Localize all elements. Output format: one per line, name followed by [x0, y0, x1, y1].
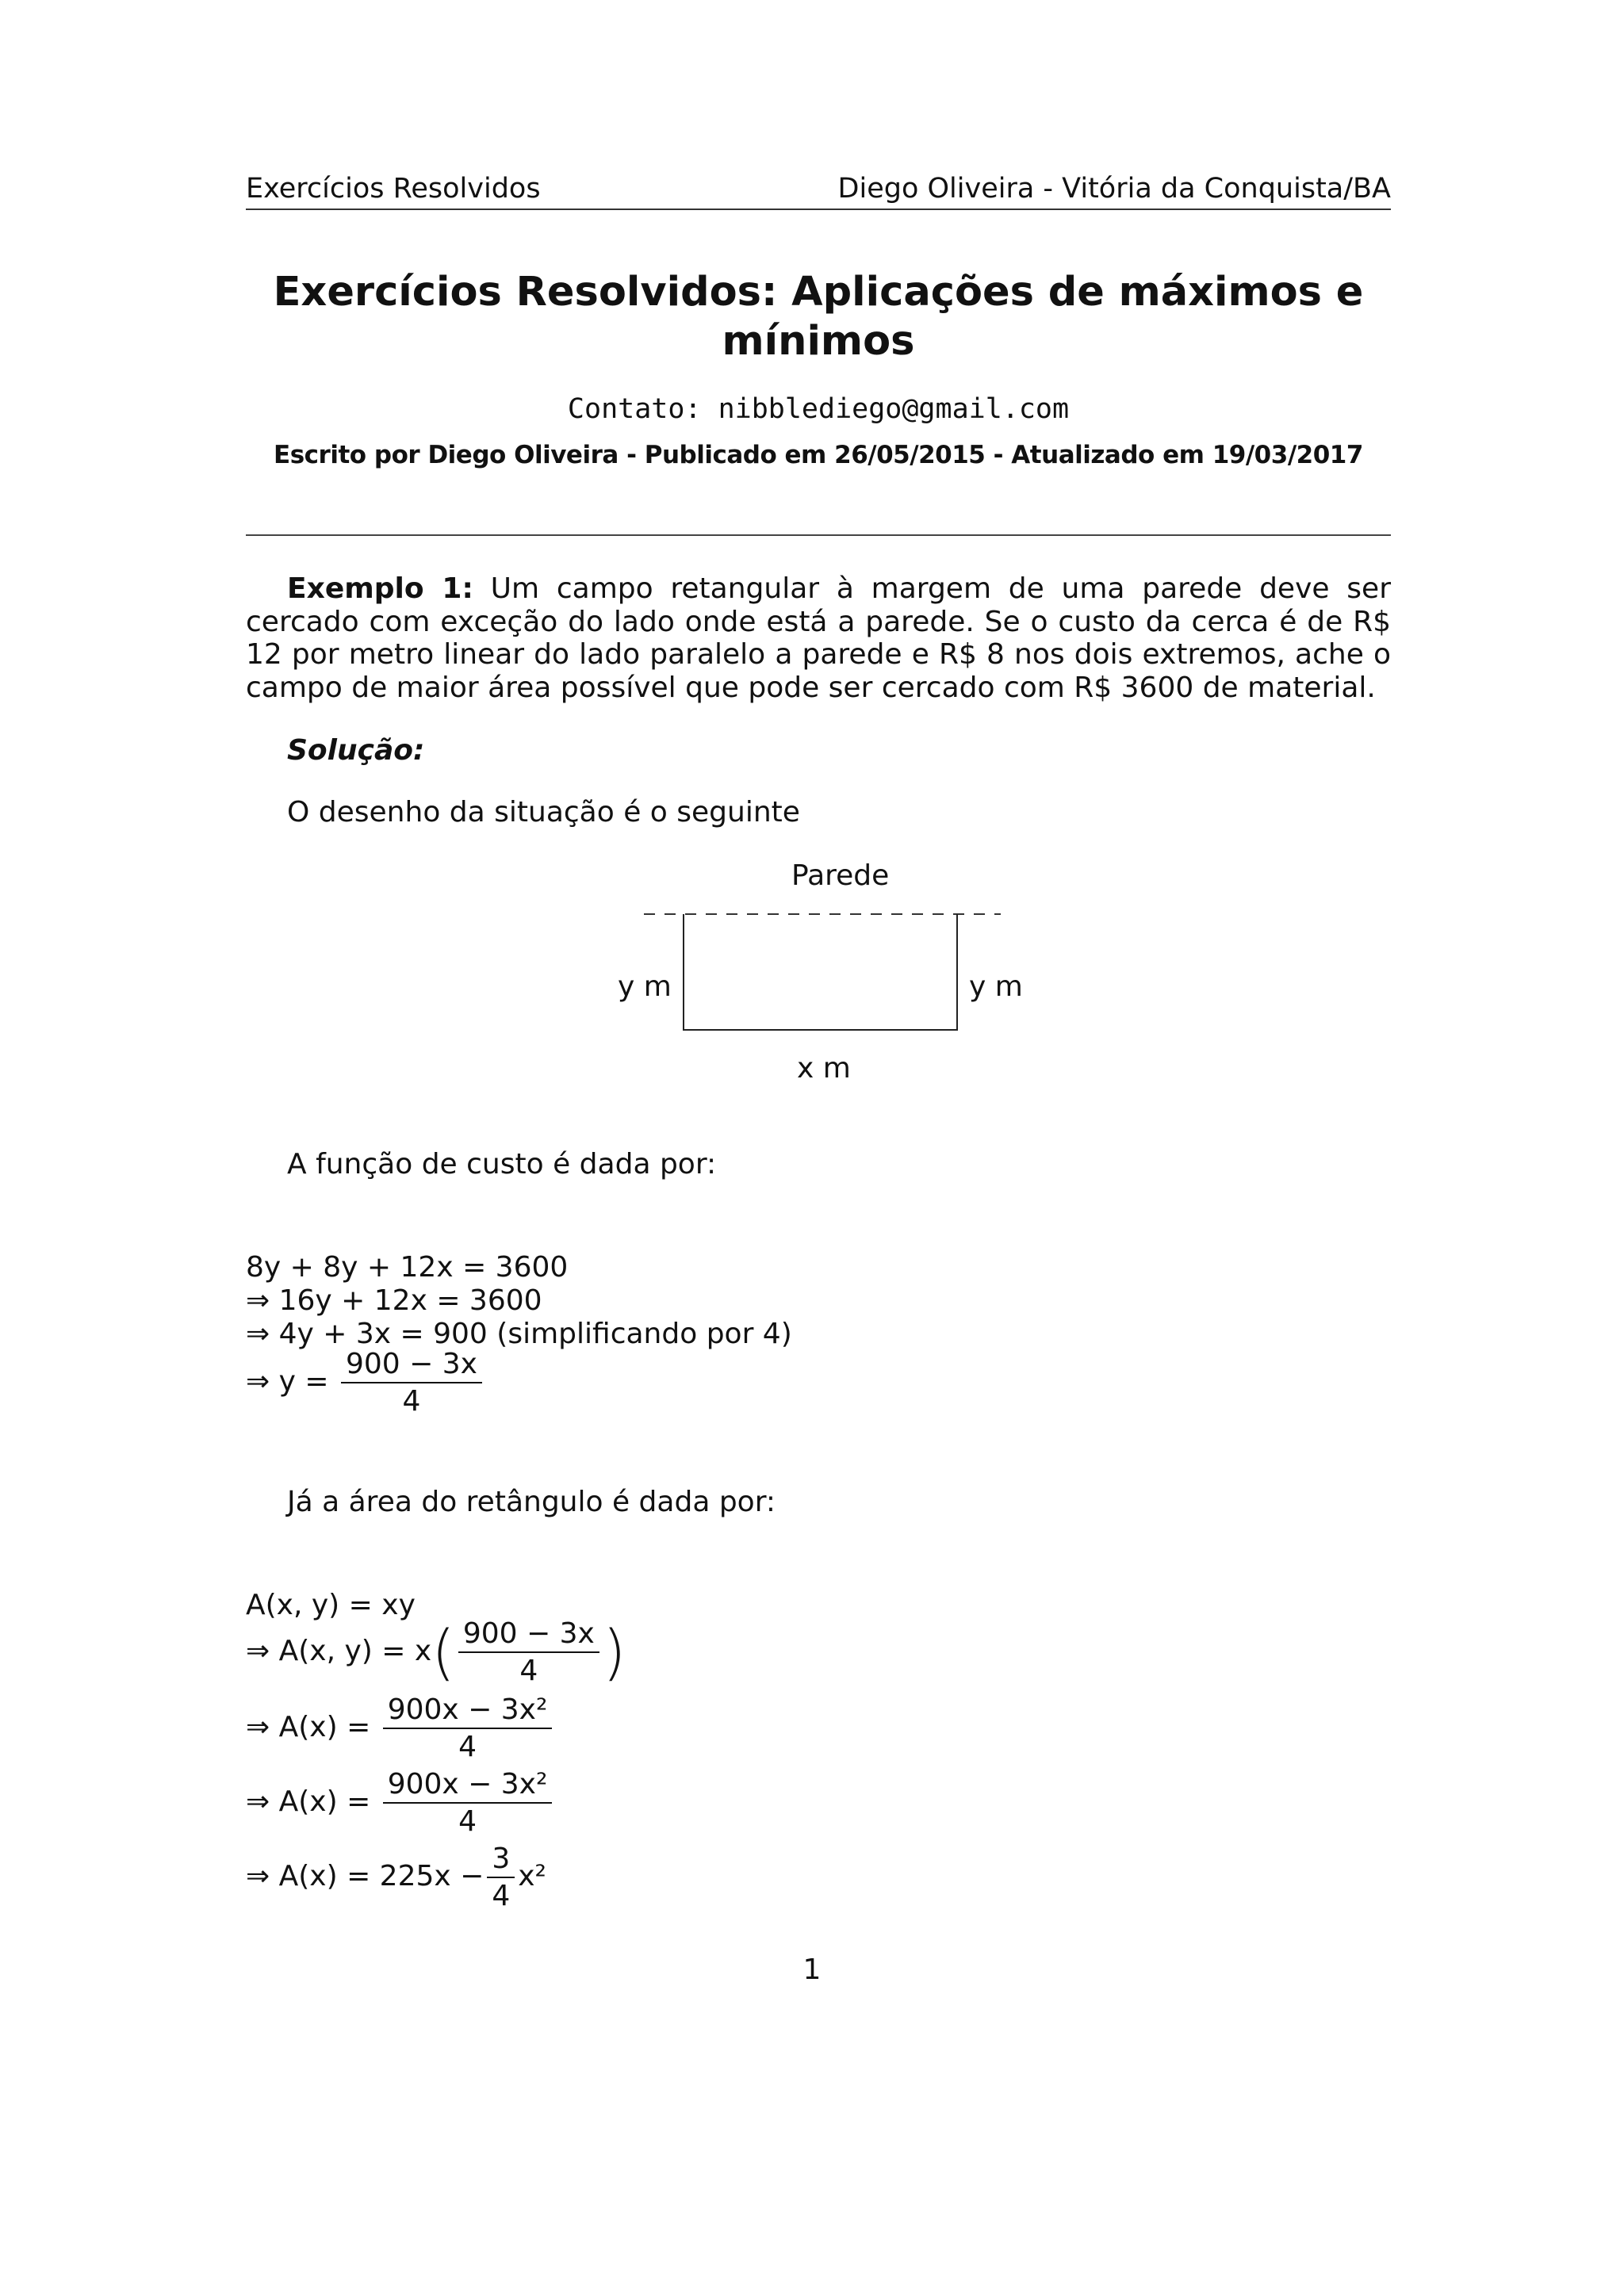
- area-fraction-5: [487, 1843, 515, 1912]
- header-left: Exercícios Resolvidos: [246, 173, 541, 205]
- cost-fraction-numerator: 900 − 3x: [341, 1348, 482, 1383]
- area-equation-2-lhs: ⇒ A(x, y) = x: [246, 1635, 432, 1667]
- area-fraction-5-numerator: 3: [487, 1843, 515, 1878]
- fence-outline: [684, 914, 957, 1030]
- cost-intro: A função de custo é dada por:: [287, 1148, 717, 1181]
- bottom-side-label: x m: [797, 1052, 851, 1085]
- document-title: Exercícios Resolvidos: Aplicações de máximos e mínimos: [273, 269, 1364, 365]
- cost-equation-3-note: (simplificando por 4): [496, 1318, 792, 1350]
- area-fraction-3-denominator: 4: [458, 1731, 477, 1763]
- area-equation-4: [246, 1768, 555, 1838]
- cost-equation-3-main: ⇒ 4y + 3x = 900: [246, 1318, 488, 1350]
- left-side-label: y m: [618, 970, 672, 1003]
- area-equation-2: [246, 1617, 626, 1687]
- area-equation-3-lhs: ⇒ A(x) =: [246, 1711, 371, 1743]
- wall-label: Parede: [791, 859, 890, 892]
- area-fraction-4-numerator: 900x − 3x²: [383, 1768, 553, 1804]
- cost-equation-2: ⇒ 16y + 12x = 3600: [246, 1284, 542, 1317]
- cost-equation-3: [246, 1318, 792, 1350]
- header-right: Diego Oliveira - Vitória da Conquista/BA: [837, 173, 1391, 205]
- cost-fraction: [341, 1348, 482, 1418]
- cost-equation-4: [246, 1348, 485, 1418]
- example-label: Exemplo 1:: [287, 572, 473, 605]
- area-equation-5-lhs: ⇒ A(x) = 225x −: [246, 1860, 485, 1892]
- example-text: Um campo retangular à margem de uma parede deve ser cercado com exceção do lado onde está a parede. Se o custo da cerca é de R$ 12 por metro linear do lado paralelo a parede e R$ 8 nos dois extremos, ache o campo de maior área possível que pode ser cercado com R$ 3600 de material.: [246, 572, 1391, 704]
- area-fraction-3: [383, 1693, 553, 1763]
- area-equation-3: [246, 1693, 555, 1763]
- area-fraction-2-denominator: 4: [519, 1655, 538, 1687]
- area-fraction-2-numerator: 900 − 3x: [458, 1617, 599, 1653]
- cost-equation-1: 8y + 8y + 12x = 3600: [246, 1251, 569, 1284]
- area-equation-5-rhs: x²: [518, 1860, 546, 1892]
- area-fraction-5-denominator: 4: [492, 1880, 511, 1912]
- open-paren-icon: (: [431, 1617, 455, 1687]
- area-fraction-2: [458, 1617, 599, 1687]
- area-fraction-4: [383, 1768, 553, 1838]
- cost-equation-4-lhs: ⇒ y =: [246, 1365, 329, 1398]
- close-paren-icon: ): [602, 1617, 626, 1687]
- area-fraction-3-numerator: 900x − 3x²: [383, 1693, 553, 1729]
- area-intro: Já a área do retângulo é dada por:: [287, 1486, 776, 1518]
- cost-fraction-denominator: 4: [402, 1385, 421, 1418]
- area-equation-5: [246, 1843, 546, 1912]
- area-fraction-4-denominator: 4: [458, 1805, 477, 1838]
- byline: Escrito por Diego Oliveira - Publicado em 26/05/2015 - Atualizado em 19/03/2017: [274, 441, 1363, 469]
- drawing-intro: O desenho da situação é o seguinte: [287, 796, 800, 828]
- area-equation-1: A(x, y) = xy: [246, 1589, 416, 1621]
- contact-line: Contato: nibblediego@gmail.com: [567, 393, 1070, 425]
- page-number: 1: [802, 1954, 822, 1986]
- field-diagram: [0, 0, 1624, 1110]
- area-equation-4-lhs: ⇒ A(x) =: [246, 1785, 371, 1818]
- solution-label: Solução:: [287, 734, 425, 767]
- right-side-label: y m: [969, 970, 1023, 1003]
